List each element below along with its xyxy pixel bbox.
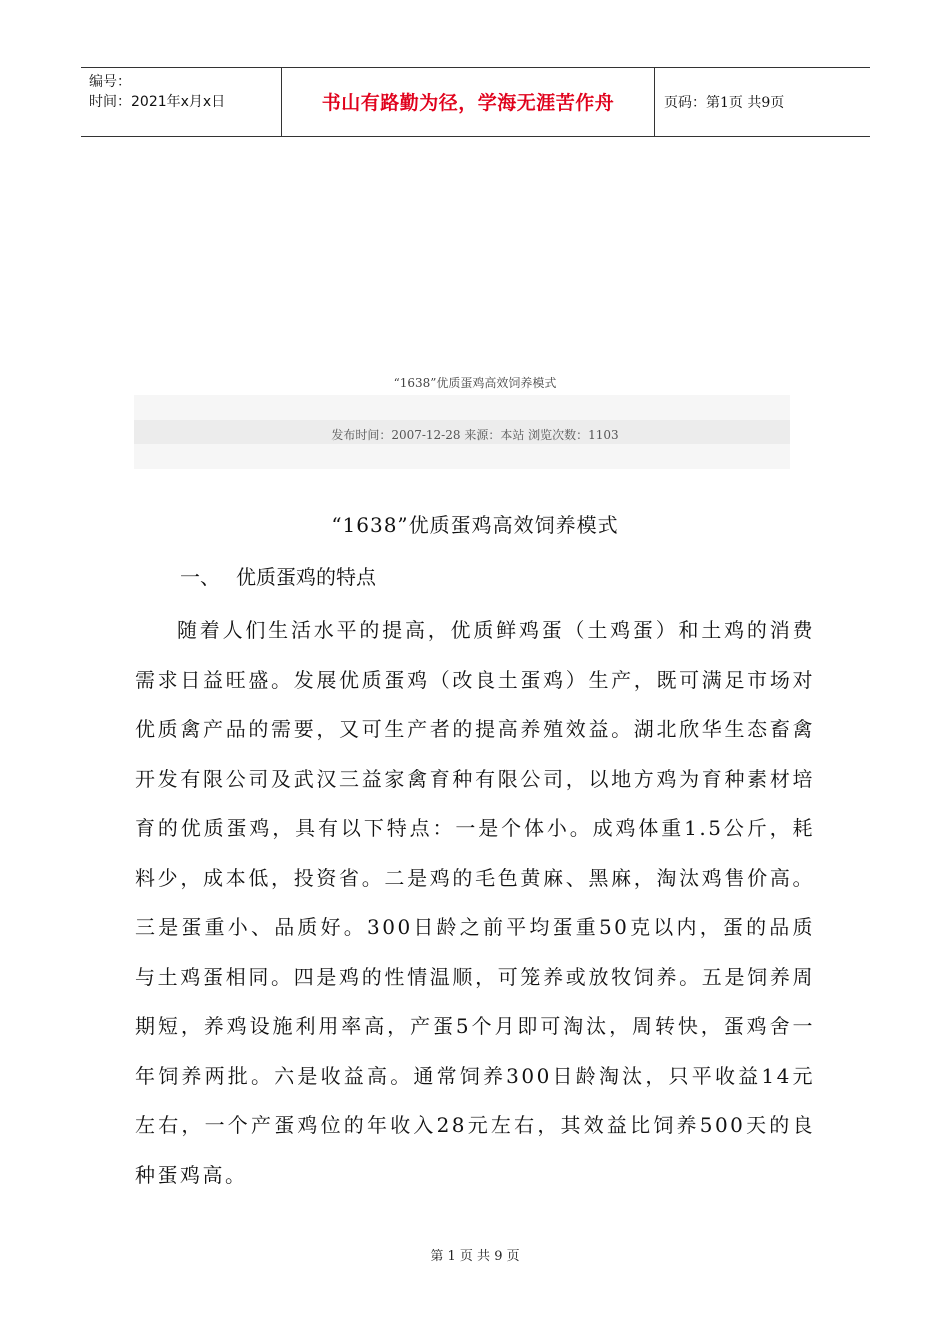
header-divider bbox=[654, 68, 655, 136]
section-title: 优质蛋鸡的特点 bbox=[236, 565, 376, 589]
header-meta bbox=[89, 72, 225, 112]
time-label: 时间：2021年x月x日 bbox=[89, 94, 226, 110]
section-number: 一、 bbox=[180, 565, 220, 589]
header-slogan: 书山有路勤为径，学海无涯苦作舟 bbox=[321, 92, 615, 114]
source-title: “1638”优质蛋鸡高效饲养模式 bbox=[393, 376, 557, 390]
body-paragraph: 随着人们生活水平的提高，优质鲜鸡蛋（土鸡蛋）和土鸡的消费需求日益旺盛。发展优质蛋鸡（改良土蛋鸡）生产，既可满足市场对优质禽产品的需要，又可生产者的提高养殖效益。湖北欣华生态畜禽开发有限公司及武汉三益家禽育种有限公司，以地方鸡为育种素材培育的优质蛋鸡，具有以下特点：一是个体小。成鸡体重1.5公斤，耗料少，成本低，投资省。二是鸡的毛色黄麻、黑麻，淘汰鸡售价高。三是蛋重小、品质好。300日龄之前平均蛋重50克以内，蛋的品质与土鸡蛋相同。四是鸡的性情温顺，可笼养或放牧饲养。五是饲养周期短，养鸡设施利用率高，产蛋5个月即可淘汰，周转快，蛋鸡舍一年饲养两批。六是收益高。通常饲养300日龄淘汰，只平收益14元左右，一个产蛋鸡位的年收入28元左右，其效益比饲养500天的良种蛋鸡高。 bbox=[135, 618, 815, 1187]
publish-info: 发布时间：2007-12-28 来源：本站 浏览次数：1103 bbox=[331, 428, 619, 442]
header-divider bbox=[281, 68, 282, 136]
header-page-code: 页码：第1页 共9页 bbox=[664, 95, 785, 111]
document-header bbox=[81, 67, 870, 137]
number-label: 编号： bbox=[89, 74, 131, 90]
section-heading bbox=[180, 561, 376, 590]
article-title: “1638”优质蛋鸡高效饲养模式 bbox=[331, 513, 619, 537]
page-footer: 第 1 页 共 9 页 bbox=[430, 1249, 520, 1264]
